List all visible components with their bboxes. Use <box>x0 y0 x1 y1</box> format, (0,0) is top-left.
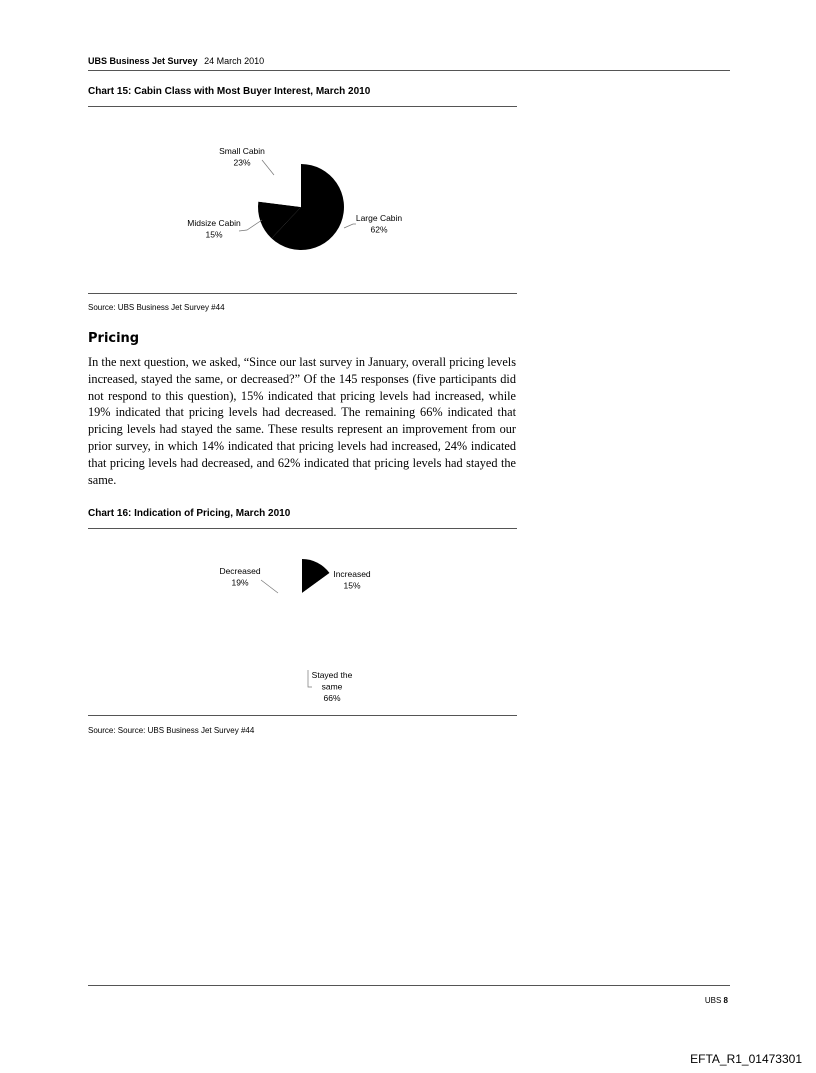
section-title: Pricing <box>88 331 140 346</box>
document-id: EFTA_R1_01473301 <box>690 1052 802 1066</box>
chart16-bottom-rule <box>88 715 517 716</box>
pricing-paragraph: In the next question, we asked, “Since our last survey in January, overall pricing levels increased, stayed the same, or decreased?” Of the 145 responses (five participants did not respond to this question), 15% indicated that pricing levels had increased, while 19% indicated that pricing levels had decreased. The remaining 66% indicated that pricing levels had stayed the same. These results represent an improvement from our prior survey, in which 14% indicated that pricing levels had increased, 24% indicated that pricing levels had decreased, and 62% indicated that pricing levels had stayed the same. <box>88 355 516 487</box>
footer-rule <box>88 985 730 986</box>
chart15-bottom-rule <box>88 293 517 294</box>
chart16-label-increased: Increased 15% <box>333 569 371 591</box>
header-rule <box>88 70 730 71</box>
chart15-leader-large-cabin <box>344 224 356 228</box>
chart16-source: Source: Source: UBS Business Jet Survey #44 <box>88 726 255 735</box>
chart16-title: Chart 16: Indication of Pricing, March 2010 <box>88 508 291 519</box>
chart16-label-decreased: Decreased 19% <box>219 566 261 588</box>
chart15-source: Source: UBS Business Jet Survey #44 <box>88 303 225 312</box>
chart15-label-small-cabin: Small Cabin 23% <box>219 146 265 168</box>
chart15-label-large-cabin: Large Cabin 62% <box>355 213 403 235</box>
footer-brand: UBS <box>704 996 722 1005</box>
chart15-leader-small-cabin <box>262 160 274 175</box>
chart15-slice-small-cabin <box>258 164 301 207</box>
chart15-title: Chart 15: Cabin Class with Most Buyer Interest, March 2010 <box>88 86 371 97</box>
chart15-top-rule <box>88 106 517 107</box>
header-date: 24 March 2010 <box>204 56 265 66</box>
chart15-leader-midsize-cabin <box>239 220 262 231</box>
chart15-label-midsize-cabin: Midsize Cabin 15% <box>187 218 241 240</box>
page-number: 8 <box>723 996 728 1005</box>
running-header <box>88 56 264 66</box>
chart15-pie-chart <box>88 108 517 292</box>
chart16-top-rule <box>88 528 517 529</box>
header-brand: UBS Business Jet Survey <box>88 56 198 66</box>
page-footer <box>705 996 728 1005</box>
chart16-pie-chart <box>88 530 517 714</box>
chart16-label-stayed-the-same: Stayed the same 66% <box>311 670 353 703</box>
